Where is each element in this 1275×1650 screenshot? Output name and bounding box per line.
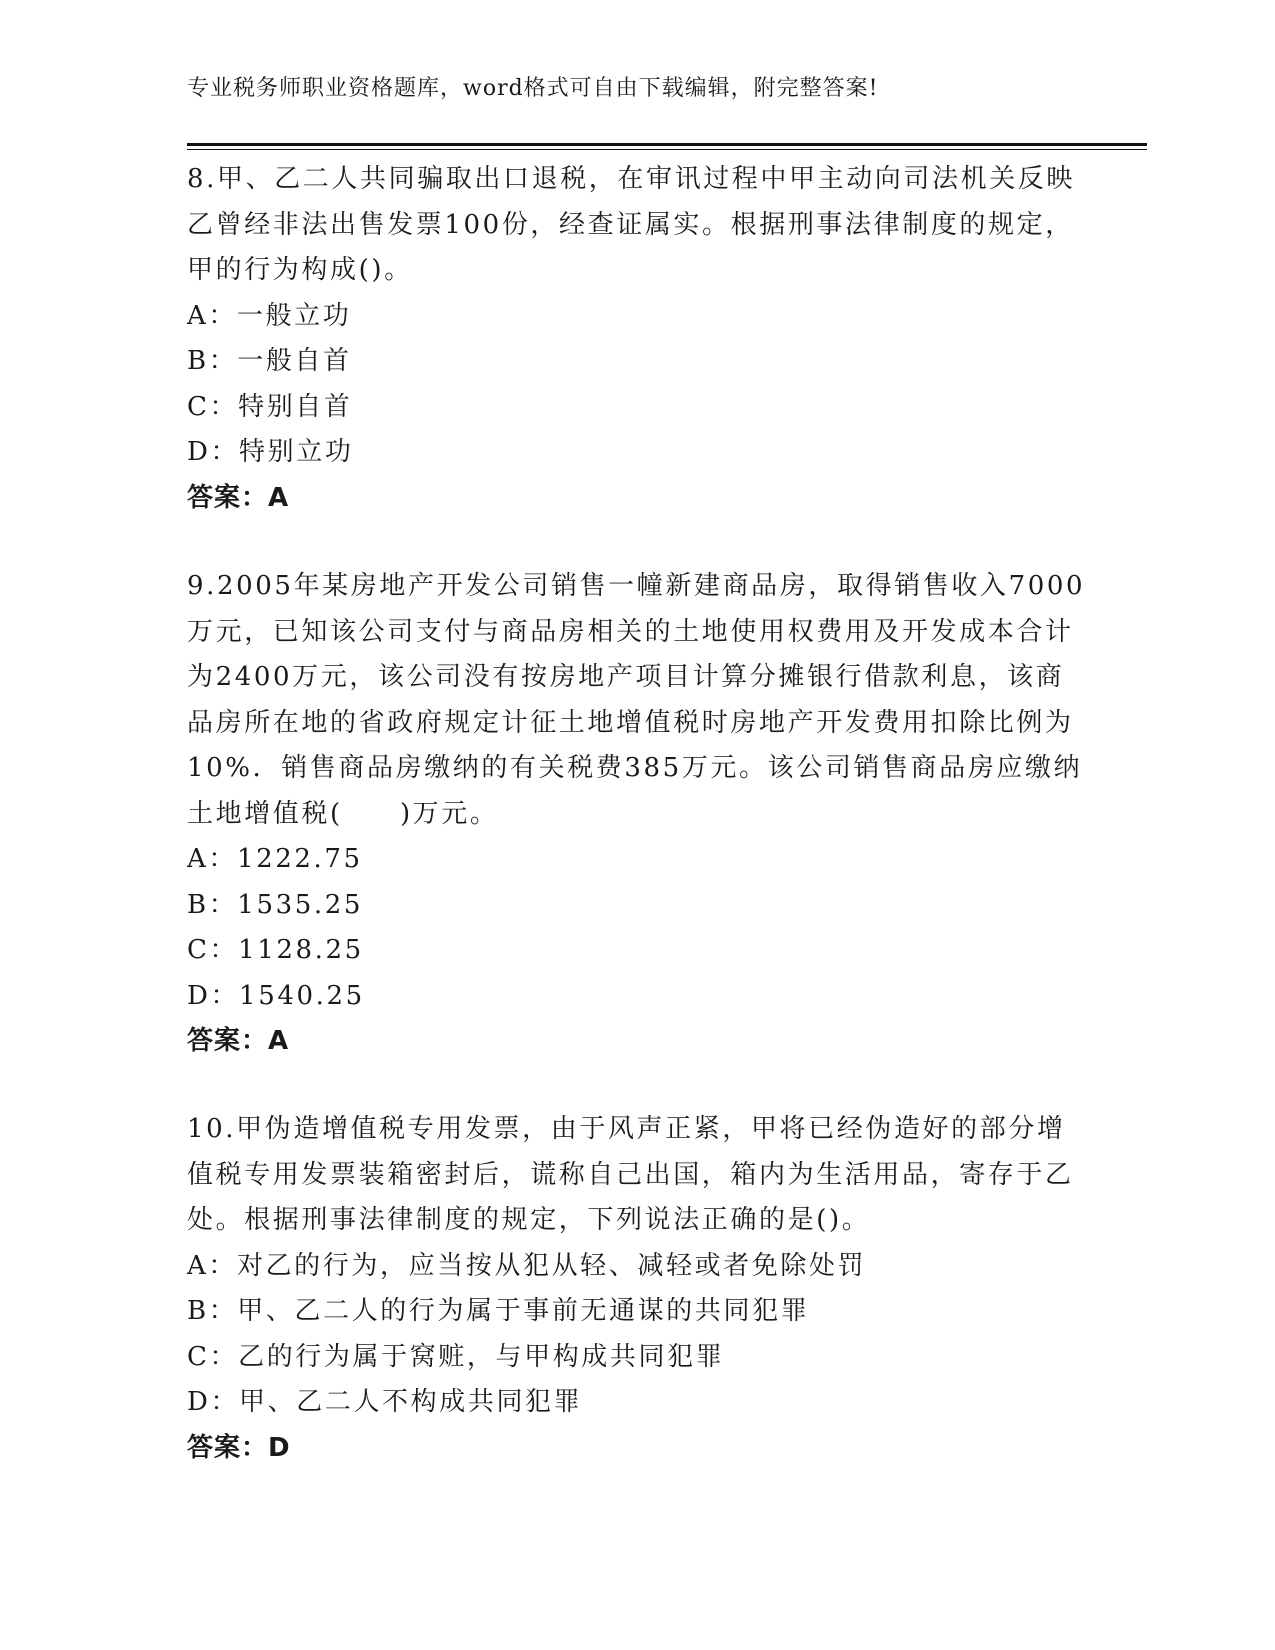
header-rule-thin — [187, 149, 1147, 150]
question-stem: 10.甲伪造增值税专用发票，由于风声正紧，甲将已经伪造好的部分增值税专用发票装箱密封后，谎称自己出国，箱内为生活用品，寄存于乙处。根据刑事法律制度的规定，下列说法正确的是()。 — [187, 1114, 1074, 1235]
option-c: C：1128.25 — [187, 935, 364, 965]
option-a: A：1222.75 — [187, 844, 363, 874]
answer: 答案：A — [187, 482, 290, 513]
option-c: C：特别自首 — [187, 391, 353, 422]
option-b: B：甲、乙二人的行为属于事前无通谋的共同犯罪 — [187, 1296, 810, 1326]
option-b: B：一般自首 — [187, 346, 352, 376]
question-stem: 8.甲、乙二人共同骗取出口退税，在审讯过程中甲主动向司法机关反映乙曾经非法出售发票100份，经查证属实。根据刑事法律制度的规定，甲的行为构成()。 — [187, 164, 1076, 285]
option-b: B：1535.25 — [187, 889, 364, 920]
option-c: C：乙的行为属于窝赃，与甲构成共同犯罪 — [187, 1341, 725, 1372]
option-a: A：对乙的行为，应当按从犯从轻、减轻或者免除处罚 — [187, 1250, 867, 1281]
option-a: A：一般立功 — [187, 300, 352, 331]
answer: 答案：A — [187, 1026, 290, 1056]
page-header: 专业税务师职业资格题库，word格式可自由下载编辑，附完整答案! — [187, 76, 879, 101]
question-8 — [187, 157, 1087, 521]
question-10 — [187, 1107, 1087, 1471]
answer: 答案：D — [187, 1432, 291, 1463]
question-stem: 9.2005年某房地产开发公司销售一幢新建商品房，取得销售收入7000万元，已知该公司支付与商品房相关的土地使用权费用及开发成本合计为2400万元，该公司没有按房地产项目计算分摊银行借款利息，该商品房所在地的省政府规定计征土地增值税时房地产开发费用扣除比例为10%．销售商品房缴纳的有关税费385万元。该公司销售商品房应缴纳土地增值税( )万元。 — [187, 571, 1086, 829]
question-9 — [187, 564, 1087, 1065]
option-d: D：1540.25 — [187, 980, 365, 1011]
option-d: D：甲、乙二人不构成共同犯罪 — [187, 1387, 583, 1417]
option-d: D：特别立功 — [187, 437, 354, 467]
header-rule-thick — [187, 143, 1147, 146]
